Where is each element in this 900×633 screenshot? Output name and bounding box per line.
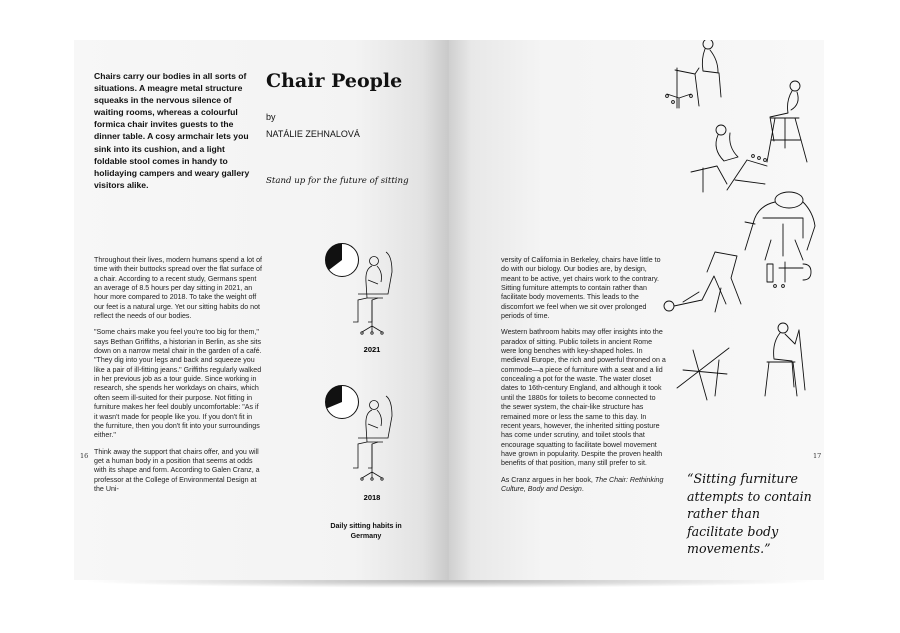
crouching-figure-icon [745,192,815,260]
book-title: The Chair: Rethinking Culture, Body and Design [501,475,664,493]
page-number-right: 17 [813,452,822,460]
magazine-spread [74,40,824,580]
body-paragraph [501,476,666,495]
page-number-left: 16 [80,452,89,460]
left-page [74,40,449,580]
year-2021-label: 2021 [363,345,381,354]
posture-illustrations [663,40,823,440]
stool-sitting-figure-icon [767,81,807,162]
byline-by: by [266,112,276,122]
chart-2018 [322,378,402,508]
collapsed-chair-icon [677,348,729,400]
book-mention-end: . [581,484,584,493]
year-2018-label: 2018 [363,493,381,502]
body-paragraph: versity of California in Berkeley, chairs have little to do with our biology. Our bodies are, by design, meant to be active, yet chairs work to the contrary. Sitting furniture attempts to contain rather than facilitate body movements. This leads to the discomfort we feel when we sit over prolonged periods of time. [501,256,661,321]
intro-text: Chairs carry our bodies in all sorts of situations. A meagre metal structure squeaks in the nervous silence of waiting rooms, whereas a colourful formica chair invites guests to the dinner table. A cosy armchair lets you sink into its cushion, and a light foldable stool comes in handy to holidaying campers and weary gallery visitors alike. [94,71,250,190]
chart-2021 [322,240,402,360]
pull-quote: “Sitting furniture attempts to contain rather than facilitate body movements.” [687,471,812,556]
chart-caption: Daily sitting habits in Germany [330,522,402,540]
body-paragraph: Throughout their lives, modern humans spend a lot of time with their buttocks spread over the flat surface of a chair. According to a recent study, Germans spent an average of 8.5 hours per day sitting in 2021, an hour more compared to 2018. To take the weight off our feet is a natural urge. Yet our sitting habits do not reflect the needs of our bodies. [94,256,262,321]
lying-figure-icon [664,252,741,312]
body-paragraph: "Some chairs make you feel you're too big for them," says Bethan Griffiths, a historian in Berlin, as she sits down on a narrow metal chair in the garden of a café. "They dig into your legs and back and squeeze you like a pair of ill-fitting jeans." Griffiths regularly walked in her previous job as a tour guide. Since working in research, she spends her workdays on chairs, which often seem ill-suited for their purpose. Not fitting in furniture makes her feel doubly uncomfortable: "As if it wasn't made for people like you. If you don't fit in the furniture, then you don't fit into your surroundings either." [94,328,262,440]
cane-figure-icon [765,323,805,396]
book-mention-text: As Cranz argues in her book, [501,475,595,484]
pie-2021-label: 8.5h/d [336,265,346,269]
body-paragraph: Western bathroom habits may offer insights into the paradox of sitting. Public toilets in ancient Rome were long benches with key-shaped holes. In medieval Europe, the rich and powerful throned on a commode—a piece of furniture with a seat and a lid concealing a pot for the waste. The water closet dates to 16th-century England, and although it took until the 1880s for toilets to become connected to the sewer system, the chair-like structure has remained more or less the same to this day. In recent years, however, the inherited sitting posture has come under scrutiny, and toilet stools that encourage squatting to facilitate bowel movement have grown in popularity. Despite the proven health benefits of that position, many still prefer to sit. [501,328,666,468]
right-body-column [501,256,666,501]
sitting-person-2021-icon [353,252,392,334]
author-name: NATÁLIE ZEHNALOVÁ [266,129,360,139]
pie-2018-label: 7.5h/d [337,411,347,415]
stool-legs-icon [767,262,811,287]
reclining-figure-icon [691,125,767,192]
body-paragraph: Think away the support that chairs offer, and you will get a human body in a position that seems at odds with its shape and form. According to Galen Cranz, a professor at the College of Environmental Design at the Uni- [94,447,260,493]
right-page [449,40,824,580]
left-body-column [94,256,262,501]
article-title: Chair People [266,70,403,92]
tagline: Stand up for the future of sitting [266,176,409,186]
sitting-person-2018-icon [353,396,392,480]
kneeling-on-chair-figure-icon [666,40,721,108]
